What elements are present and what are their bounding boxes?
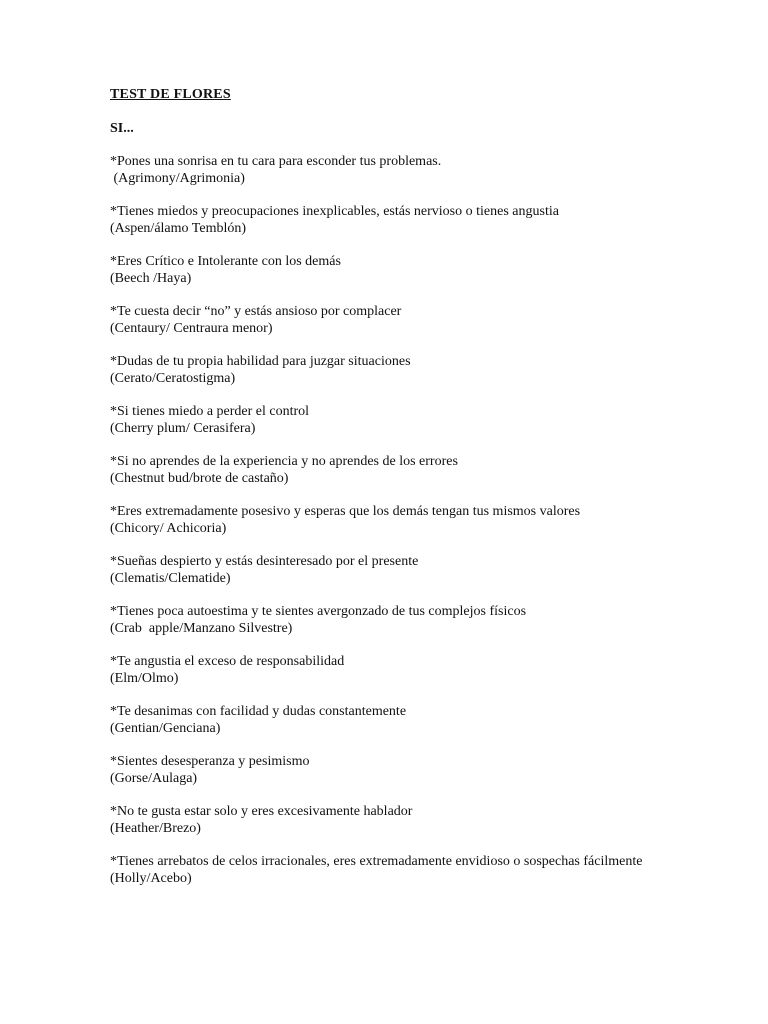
flower-entry-list [110, 154, 710, 887]
entry-statement: *Tienes miedos y preocupaciones inexplicables, estás nervioso o tienes angustia [110, 204, 559, 219]
entry-statement: *Te desanimas con facilidad y dudas constantemente [110, 704, 407, 719]
entry-statement: *Eres Crítico e Intolerante con los demás [110, 254, 341, 269]
entry-statement: *Tienes poca autoestima y te sientes avergonzado de tus complejos físicos [110, 604, 527, 619]
flower-entry [110, 404, 710, 437]
flower-entry [110, 554, 710, 587]
entry-flower-name: (Elm/Olmo) [110, 670, 179, 686]
entry-flower-name: (Chicory/ Achicoria) [110, 520, 227, 536]
entry-statement: *Tienes arrebatos de celos irracionales, eres extremadamente envidioso o sospechas fácilmente [110, 854, 643, 869]
entry-statement: *Sueñas despierto y estás desinteresado por el presente [110, 554, 419, 569]
flower-entry [110, 204, 710, 237]
flower-entry [110, 354, 710, 387]
entry-flower-name: (Centaury/ Centraura menor) [110, 320, 273, 336]
entry-statement: *Si tienes miedo a perder el control [110, 404, 310, 419]
entry-flower-name: (Agrimony/Agrimonia) [110, 170, 245, 186]
entry-statement: *Eres extremadamente posesivo y esperas que los demás tengan tus mismos valores [110, 504, 581, 519]
entry-flower-name: (Chestnut bud/brote de castaño) [110, 470, 289, 486]
flower-entry [110, 754, 710, 787]
flower-entry [110, 654, 710, 687]
flower-entry [110, 154, 710, 187]
entry-flower-name: (Gorse/Aulaga) [110, 770, 198, 786]
entry-statement: *Te cuesta decir “no” y estás ansioso por complacer [110, 304, 402, 319]
document-body [110, 86, 710, 887]
flower-entry [110, 854, 710, 887]
entry-statement: *Dudas de tu propia habilidad para juzgar situaciones [110, 354, 411, 369]
flower-entry [110, 604, 710, 637]
document-subtitle: SI... [110, 121, 134, 136]
entry-flower-name: (Heather/Brezo) [110, 820, 201, 836]
flower-entry [110, 254, 710, 287]
flower-entry [110, 454, 710, 487]
flower-entry [110, 504, 710, 537]
flower-entry [110, 804, 710, 837]
flower-entry [110, 704, 710, 737]
flower-entry [110, 304, 710, 337]
entry-flower-name: (Cherry plum/ Cerasifera) [110, 420, 256, 436]
entry-flower-name: (Gentian/Genciana) [110, 720, 221, 736]
entry-statement: *Te angustia el exceso de responsabilidad [110, 654, 345, 669]
entry-statement: *No te gusta estar solo y eres excesivamente hablador [110, 804, 413, 819]
entry-flower-name: (Aspen/álamo Temblón) [110, 220, 247, 236]
entry-statement: *Pones una sonrisa en tu cara para esconder tus problemas. [110, 154, 442, 169]
entry-statement: *Si no aprendes de la experiencia y no aprendes de los errores [110, 454, 458, 469]
entry-flower-name: (Holly/Acebo) [110, 870, 192, 886]
entry-flower-name: (Beech /Haya) [110, 270, 192, 286]
entry-flower-name: (Cerato/Ceratostigma) [110, 370, 236, 386]
document-title: TEST DE FLORES [110, 87, 231, 102]
entry-flower-name: (Clematis/Clematide) [110, 570, 231, 586]
entry-statement: *Sientes desesperanza y pesimismo [110, 754, 310, 769]
entry-flower-name: (Crab apple/Manzano Silvestre) [110, 620, 293, 636]
